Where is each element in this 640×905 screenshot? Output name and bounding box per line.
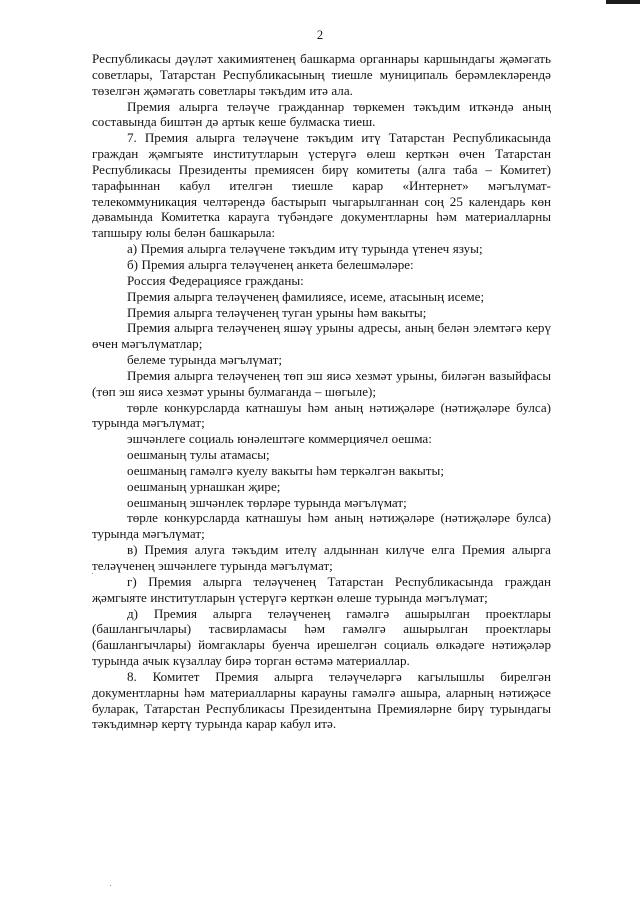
list-line-contests-org: төрле конкурсларда катнашуы һәм аның нәтиҗәләре (нәтиҗәләре булса) турында мәгълүмат; [92, 510, 551, 542]
list-line-org-location: оешманың урнашкан җире; [127, 478, 281, 494]
document-body [92, 51, 551, 732]
list-line-org-founding: оешманың гамәлгә куелу вакыты һәм теркәлгән вакыты; [127, 462, 444, 478]
list-line-birth: Премия алырга теләүченең туган урыны һәм вакыты; [127, 304, 427, 320]
list-item-g: г) Премия алырга теләүченең Татарстан Республикасында граждан җәмгыяте институтларын үстерүгә керткән өлеше турында мәгълүмат; [92, 573, 551, 605]
paragraph-continuation: Республикасы дәүләт хакимиятенең башкарма органнары каршындагы җәмәгать советлары, Татарстан Республикасының тиешле муниципаль берәмлекләрендә төзелгән җәмәгать советлары тәкъдим итә ала. [92, 51, 551, 98]
list-line-education: белеме турында мәгълүмат; [127, 352, 282, 368]
list-item-a: а) Премия алырга теләүчене тәкъдим итү турында үтенеч язуы; [127, 241, 483, 257]
scan-speck [110, 885, 111, 886]
list-subheading-organization: эшчәнлеге социаль юнәлештәге коммерциячел оешма: [127, 431, 432, 447]
list-line-full-name: Премия алырга теләүченең фамилиясе, исеме, атасының исеме; [127, 288, 485, 304]
scan-speck [92, 573, 93, 574]
list-item-v: в) Премия алуга тәкъдим ителү алдыннан килүче елга Премия алырга теләүченең эшчәнлеге турында мәгълүмат; [92, 542, 551, 573]
list-line-org-activities: оешманың эшчәнлек төрләре турында мәгълүмат; [127, 494, 407, 510]
paragraph-item-7: 7. Премия алырга теләүчене тәкъдим итү Татарстан Республикасында граждан җәмгыяте институтларын үстерүгә өлеш керткән өчен Татарстан Республикасы Президенты премиясен бирү комитеты (алга таба – Комитет) тарафыннан кабул ителгән тиешле карар «Интернет» мәгълүмат-телекоммуникация челтәрендә бастырып чыгарылганнан соң 25 календарь көн дәвамында Комитетка карауга түбәндәге документларны һәм материалларны тапшыру юлы белән башкарыла: [92, 130, 551, 241]
paragraph-item-8: 8. Комитет Премия алырга теләүчеләргә кагылышлы бирелгән документларны һәм материалларны карауны гамәлгә ашыра, аларның нәтиҗәсе буларак, Татарстан Республикасы Президентына Премияләрне бирү турындагы тәкъдимнәр кертү турында карар кабул итә. [92, 668, 551, 732]
list-line-org-name: оешманың тулы атамасы; [127, 447, 270, 463]
scan-corner-mark [606, 0, 640, 4]
list-line-workplace: Премия алырга теләүченең төп эш яисә хезмәт урыны, биләгән вазыйфасы (төп эш яисә хезмәт урыны булмаганда – шөгыле); [92, 367, 551, 399]
list-item-d: д) Премия алырга теләүченең гамәлгә ашырылган проектлары (башлангычлары) тасвирламасы һәм гамәлгә ашырылган проектлары (башлангычлары) йомгаклары буенча ирешелгән социаль өлкәдәге нәтиҗәләр турында ачык күзаллау бирә торган өстәмә материаллар. [92, 605, 551, 669]
list-item-b: б) Премия алырга теләүченең анкета белешмәләре: [127, 256, 414, 272]
paragraph-group-size: Премия алырга теләүче гражданнар төркемен тәкъдим иткәндә аның составында биштән дә артык кеше булмаска тиеш. [92, 98, 551, 130]
list-line-address: Премия алырга теләүченең яшәү урыны адресы, аның белән элемтәгә керү өчен мәгълүматлар; [92, 320, 551, 352]
list-subheading-citizen: Россия Федерациясе гражданы: [127, 272, 304, 288]
list-line-contests-person: төрле конкурсларда катнашуы һәм аның нәтиҗәләре (нәтиҗәләре булса) турында мәгълүмат; [92, 399, 551, 431]
page-number: 2 [316, 28, 324, 42]
